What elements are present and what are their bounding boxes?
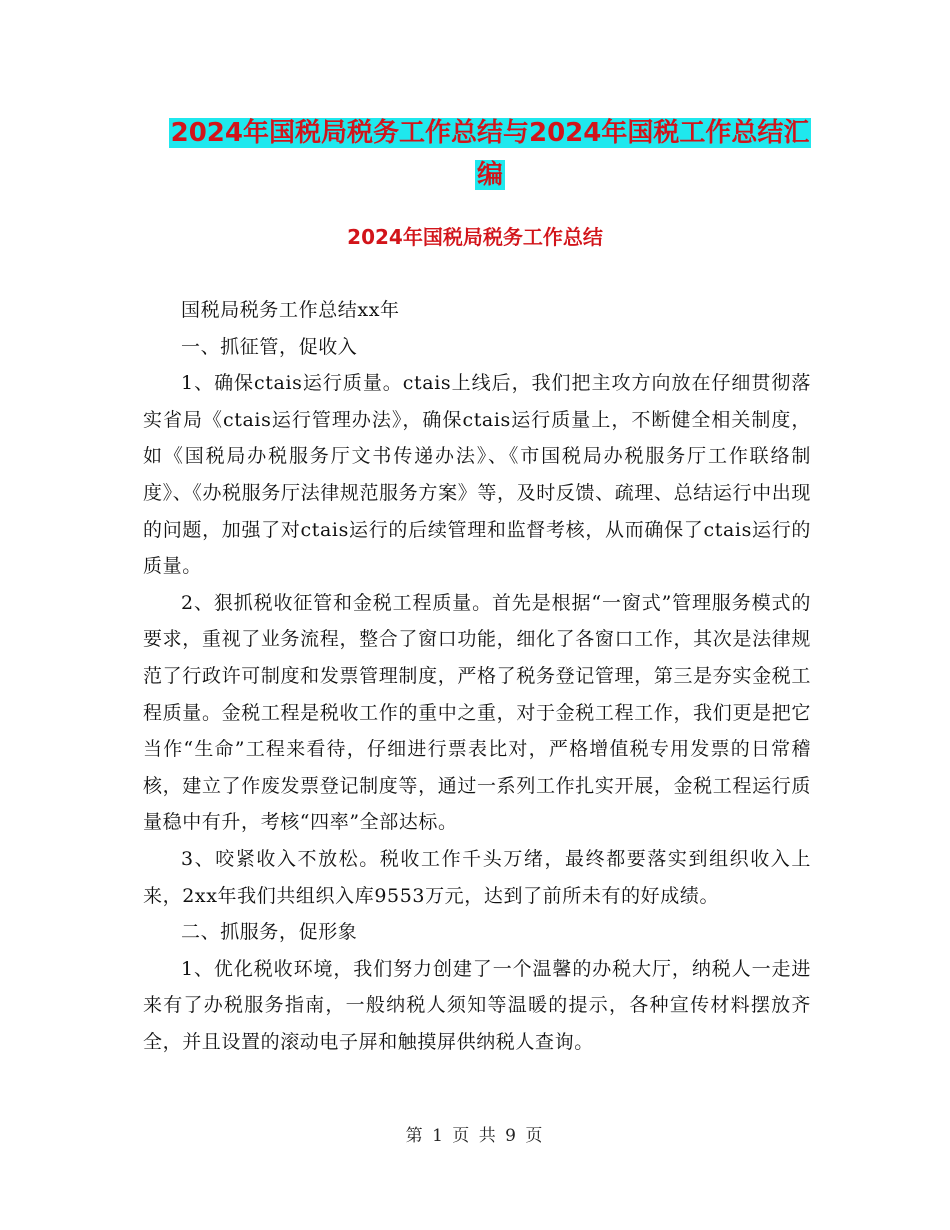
document-title: [140, 112, 840, 196]
page-footer: 第 1 页 共 9 页: [405, 1126, 545, 1146]
title-line-1: 2024年国税局税务工作总结与2024年国税工作总结汇: [170, 118, 810, 148]
paragraph: 1、优化税收环境，我们努力创建了一个温馨的办税大厅，纳税人一走进来有了办税服务指南，一般纳税人须知等温暖的提示，各种宣传材料摆放齐全，并且设置的滚动电子屏和触摸屏供纳税人查询。: [143, 957, 811, 1053]
paragraph: 1、确保ctais运行质量。ctais上线后，我们把主攻方向放在仔细贯彻落实省局《ctais运行管理办法》，确保ctais运行质量上，不断健全相关制度，如《国税局办税服务厅文书传递办法》、《市国税局办税服务厅工作联络制度》、《办税服务厅法律规范服务方案》等，及时反馈、疏理、总结运行中出现的问题，加强了对ctais运行的后续管理和监督考核，从而确保了ctais运行的质量。: [143, 372, 811, 578]
title-line-2: 编: [476, 160, 503, 190]
paragraph: 一、抓征管，促收入: [181, 335, 358, 358]
section-title: 2024年国税局税务工作总结: [347, 225, 603, 249]
paragraph: 3、咬紧收入不放松。税收工作千头万绪，最终都要落实到组织收入上来，2xx年我们共组织入库9553万元，达到了前所未有的好成绩。: [143, 847, 811, 907]
paragraph: 2、狠抓税收征管和金税工程质量。首先是根据“一窗式”管理服务模式的要求，重视了业务流程，整合了窗口功能，细化了各窗口工作，其次是法律规范了行政许可制度和发票管理制度，严格了税务登记管理，第三是夯实金税工程质量。金税工程是税收工作的重中之重，对于金税工程工作，我们更是把它当作“生命”工程来看待，仔细进行票表比对，严格增值税专用发票的日常稽核，建立了作废发票登记制度等，通过一系列工作扎实开展，金税工程运行质量稳中有升，考核“四率”全部达标。: [143, 591, 811, 834]
paragraph: 二、抓服务，促形象: [181, 921, 358, 944]
paragraph: 国税局税务工作总结xx年: [181, 299, 400, 321]
document-body: [143, 292, 811, 1060]
